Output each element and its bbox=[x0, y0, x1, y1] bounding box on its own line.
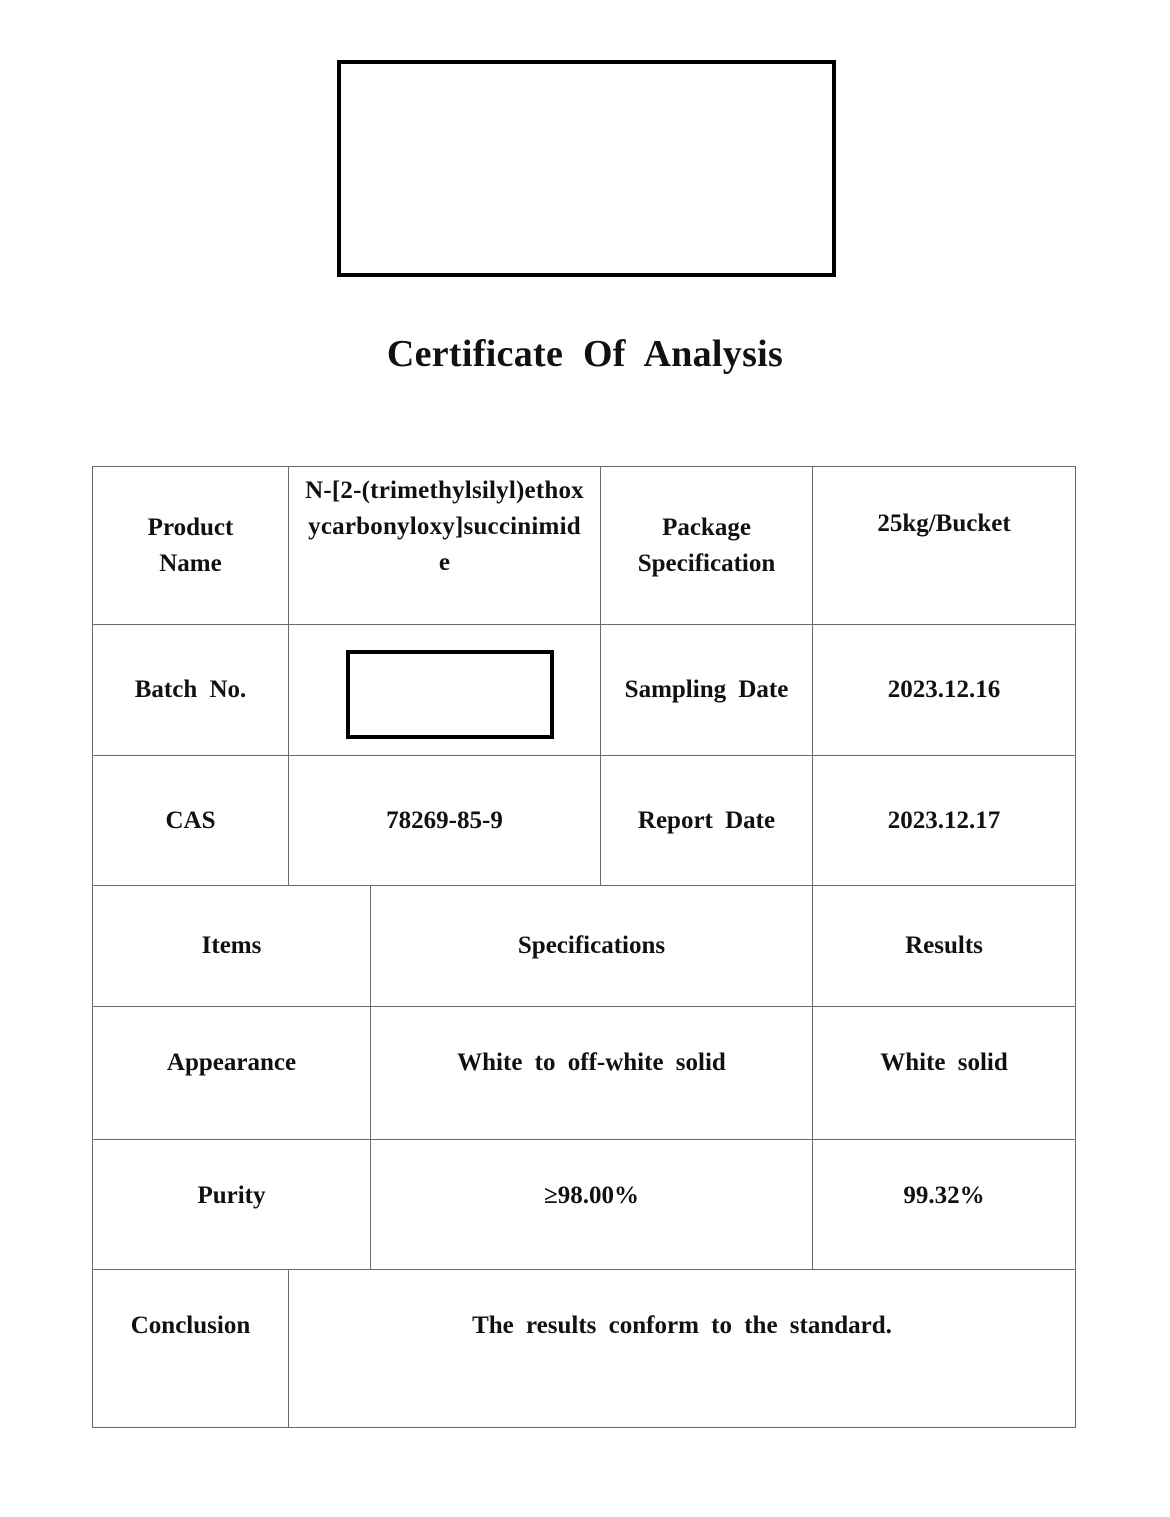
conclusion-label bbox=[93, 1270, 288, 1427]
logo-redaction-box bbox=[337, 60, 836, 277]
header-items-text: Items bbox=[201, 932, 262, 959]
appearance-result bbox=[813, 1007, 1075, 1119]
sampling-date-label-text: Sampling Date bbox=[624, 676, 789, 703]
cas-value bbox=[289, 756, 600, 885]
table-border-right bbox=[1075, 466, 1076, 1428]
package-spec-label bbox=[601, 467, 812, 624]
appearance-specification-text: White to off-white solid bbox=[457, 1049, 726, 1076]
appearance-specification bbox=[371, 1007, 812, 1119]
purity-specification bbox=[371, 1140, 812, 1252]
product-name-value-text: N-[2-(trimethylsilyl)ethoxycarbonyloxy]succinimide bbox=[305, 477, 584, 576]
appearance-item-text: Appearance bbox=[166, 1049, 297, 1076]
cas-label-text: CAS bbox=[165, 806, 216, 834]
batch-no-redaction-box bbox=[346, 650, 554, 739]
product-name-label bbox=[93, 467, 288, 624]
package-spec-value-text: 25kg/Bucket bbox=[877, 510, 1011, 537]
product-name-value bbox=[289, 467, 600, 624]
appearance-result-text: White solid bbox=[880, 1049, 1008, 1076]
purity-specification-text: ≥98.00% bbox=[544, 1182, 639, 1209]
header-results bbox=[813, 886, 1075, 1006]
purity-item-text: Purity bbox=[197, 1182, 266, 1209]
table-border-bottom bbox=[92, 1427, 1076, 1428]
report-date-value bbox=[813, 756, 1075, 885]
sampling-date-label bbox=[601, 625, 812, 755]
package-spec-value bbox=[813, 467, 1075, 624]
header-specifications-text: Specifications bbox=[517, 932, 666, 959]
cas-label bbox=[93, 756, 288, 885]
header-results-text: Results bbox=[905, 932, 983, 959]
sampling-date-value bbox=[813, 625, 1075, 755]
document-title: Certificate Of Analysis bbox=[386, 333, 784, 375]
batch-no-label-text: Batch No. bbox=[134, 676, 247, 703]
batch-no-label bbox=[93, 625, 288, 755]
report-date-label-text: Report Date bbox=[637, 806, 776, 834]
purity-result bbox=[813, 1140, 1075, 1252]
purity-item bbox=[93, 1140, 370, 1252]
appearance-item bbox=[93, 1007, 370, 1119]
sampling-date-value-text: 2023.12.16 bbox=[887, 676, 1001, 703]
header-specifications bbox=[371, 886, 812, 1006]
package-spec-label-text: Package Specification bbox=[637, 513, 776, 577]
conclusion-text-value: The results conform to the standard. bbox=[472, 1312, 892, 1339]
header-items bbox=[93, 886, 370, 1006]
cas-value-text: 78269-85-9 bbox=[386, 806, 503, 834]
conclusion-label-text: Conclusion bbox=[130, 1312, 251, 1339]
product-name-label-text: Product Name bbox=[147, 513, 234, 577]
purity-result-text: 99.32% bbox=[903, 1182, 985, 1209]
conclusion-text bbox=[289, 1270, 1075, 1427]
report-date-label bbox=[601, 756, 812, 885]
report-date-value-text: 2023.12.17 bbox=[887, 806, 1001, 834]
